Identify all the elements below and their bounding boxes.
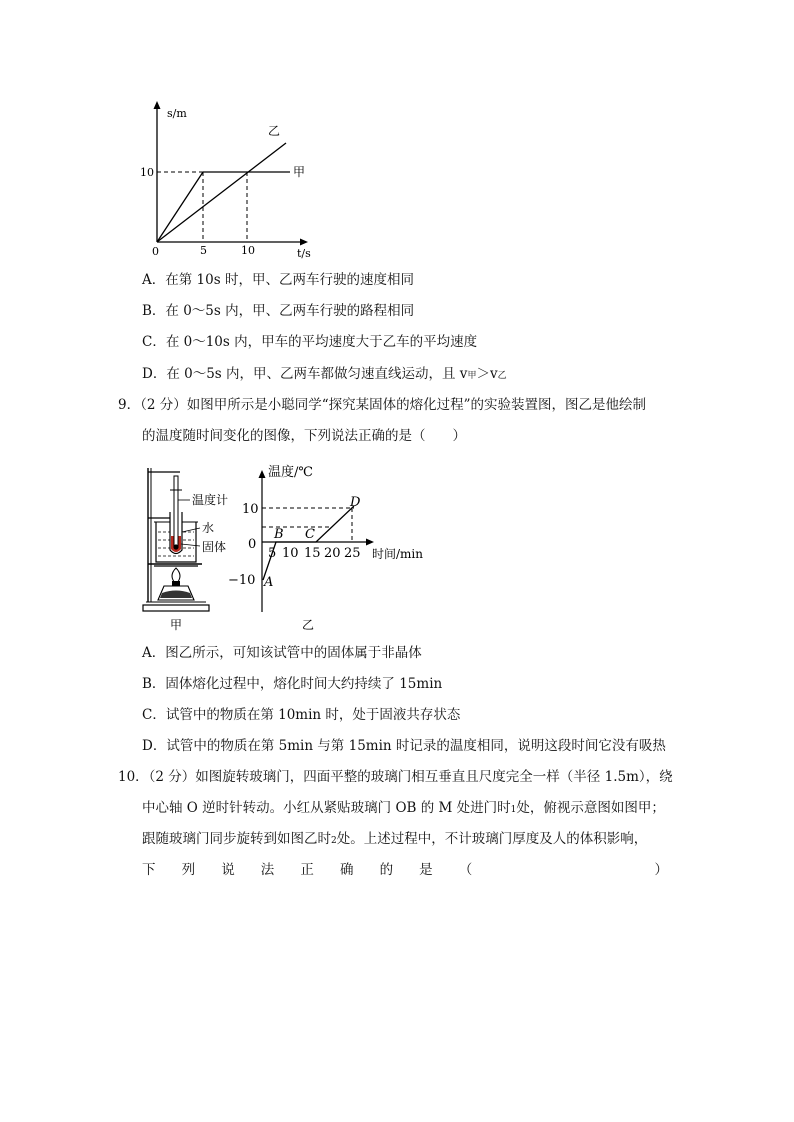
q8-label-yi: 乙 xyxy=(268,124,281,138)
q9-stem-line1: 9．（2 分）如图甲所示是小聪同学“探究某固体的熔化过程”的实验装置图，图乙是他绘制 xyxy=(118,397,647,413)
apparatus-lamp-neck xyxy=(172,581,180,586)
q9-x-label: 时间/min xyxy=(372,547,423,561)
q9-y-tick-neg10: −10 xyxy=(228,573,256,588)
q10-stem-line4 xyxy=(142,861,668,879)
q10-line2-part-a: 中心轴 O 逆时针转动。小红从紧贴玻璃门 OB 的 M 处进门时 xyxy=(142,800,511,816)
q9-x-tick-25: 25 xyxy=(344,546,361,561)
q10-stem-line1: 10．（2 分）如图旋转玻璃门，四面平整的玻璃门相互垂直且尺度完全一样（半径 1.5m），绕 xyxy=(118,769,673,785)
q9-stem-line2: 的温度随时间变化的图像，下列说法正确的是（ ） xyxy=(142,428,466,444)
q10-line2-part-b: 处，俯视示意图如图甲； xyxy=(516,800,665,816)
q10-stem-line2 xyxy=(142,799,665,819)
q9-y-arrow xyxy=(259,470,266,478)
q9-point-a: A xyxy=(264,575,274,590)
q8-line-yi xyxy=(157,143,286,242)
q9-x-tick-20: 20 xyxy=(324,546,341,561)
q8-st-graph xyxy=(140,95,320,260)
q10-line2-sub: 1 xyxy=(510,805,517,815)
q10-line4-char: 的 xyxy=(379,862,394,878)
q8-x-label: t/s xyxy=(297,247,311,260)
q9-point-b: B xyxy=(274,527,284,542)
q9-y-label: 温度/℃ xyxy=(268,465,313,480)
q10-line4-char: 下 xyxy=(142,862,156,878)
apparatus-caption: 甲 xyxy=(170,618,183,632)
q9-x-tick-5: 5 xyxy=(268,546,277,561)
q9-x-arrow xyxy=(366,539,374,546)
apparatus-label-water: 水 xyxy=(202,521,215,535)
q8-option-d-main: D．在 0～5s 内，甲、乙两车都做匀速直线运动，且 v xyxy=(142,366,468,382)
apparatus-pointer-solid xyxy=(181,544,200,546)
q8-x-arrow xyxy=(300,239,308,246)
q9-y-tick-0: 0 xyxy=(248,537,257,552)
q8-line-jia-rise xyxy=(157,172,203,242)
apparatus-label-thermometer: 温度计 xyxy=(192,493,229,507)
q8-y-label: s/m xyxy=(167,107,187,120)
q9-temperature-graph xyxy=(222,462,432,632)
q8-x-tick-5: 5 xyxy=(200,244,207,257)
q9-curve xyxy=(263,506,354,580)
q8-option-d xyxy=(142,365,507,385)
q8-y-arrow xyxy=(154,101,161,109)
q9-option-b: B．固体熔化过程中，熔化时间大约持续了 15min xyxy=(142,676,443,692)
q10-line4-char: 列 xyxy=(181,862,196,878)
apparatus-base xyxy=(143,605,209,611)
q10-stem-line3 xyxy=(142,830,647,850)
q8-label-jia: 甲 xyxy=(293,165,306,179)
q10-line3-sub: 2 xyxy=(331,836,337,846)
q9-option-c: C．试管中的物质在第 10min 时，处于固液共存状态 xyxy=(142,707,461,723)
q9-point-d: D xyxy=(350,495,361,510)
q10-line4-char: 说 xyxy=(221,862,235,878)
q8-y-tick-10: 10 xyxy=(140,166,154,179)
q10-line3-part-a: 跟随玻璃门同步旋转到如图乙时 xyxy=(142,831,331,847)
q8-option-c: C．在 0～10s 内，甲车的平均速度大于乙车的平均速度 xyxy=(142,334,478,350)
q10-line3-part-b: 处。上述过程中，不计玻璃门厚度及人的体积影响， xyxy=(336,831,648,847)
q9-x-tick-10: 10 xyxy=(282,546,299,561)
q8-option-d-sub-jia: 甲 xyxy=(467,371,477,381)
q8-option-d-mid: ＞v xyxy=(476,366,498,382)
q9-option-a: A．图乙所示，可知该试管中的固体属于非晶体 xyxy=(142,645,422,661)
apparatus-lamp-liquid xyxy=(160,591,192,599)
q9-option-d: D．试管中的物质在第 5min 与第 15min 时记录的温度相同，说明这段时间它没有吸热 xyxy=(142,738,666,754)
q8-option-d-sub-yi: 乙 xyxy=(497,371,507,381)
q10-line4-char: ） xyxy=(654,862,668,878)
apparatus-thermometer-bulb xyxy=(173,544,178,549)
q9-y-tick-10: 10 xyxy=(242,502,259,517)
q9-x-tick-15: 15 xyxy=(304,546,321,561)
q8-option-b: B．在 0～5s 内，甲、乙两车行驶的路程相同 xyxy=(142,303,415,319)
q8-x-tick-10: 10 xyxy=(241,244,255,257)
q10-line4-char: 法 xyxy=(260,862,275,878)
q10-line4-char: 是 xyxy=(419,862,433,878)
q10-line4-char: 正 xyxy=(300,862,314,878)
q9-graph-caption: 乙 xyxy=(302,618,315,632)
q8-origin: 0 xyxy=(152,245,159,258)
apparatus-thermometer xyxy=(174,476,178,546)
q10-line4-char: （ xyxy=(458,862,473,878)
q8-option-a: A．在第 10s 时，甲、乙两车行驶的速度相同 xyxy=(142,272,414,288)
apparatus-pointer-water xyxy=(182,528,200,532)
q9-point-c: C xyxy=(305,527,315,542)
q10-line4-char: 确 xyxy=(339,862,354,878)
q10-answer-blank xyxy=(498,861,628,879)
apparatus-label-solid: 固体 xyxy=(202,540,227,554)
